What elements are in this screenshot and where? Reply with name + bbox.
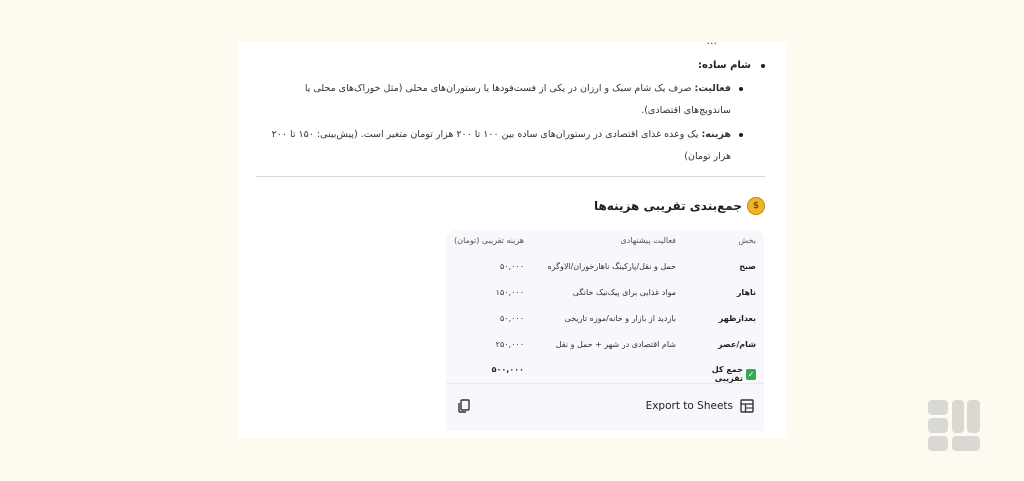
table-row <box>446 282 764 306</box>
dinner-title: شام ساده: <box>697 60 751 71</box>
row-section: صبح <box>739 262 756 271</box>
row-cost: ۲۵۰,۰۰۰ <box>495 340 524 349</box>
table-header-row <box>446 230 764 254</box>
section-divider <box>256 176 765 177</box>
truncated-text: ... <box>706 34 717 47</box>
row-activity: بازدید از بازار و خانه/موزه تاریخی <box>564 314 676 323</box>
row-activity: مواد غذایی برای پیک‌نیک خانگی <box>572 288 676 297</box>
row-activity: حمل و نقل/پارکینگ ناهارخوران/الاوگره <box>547 262 676 271</box>
header-cost: هزینه تقریبی (تومان) <box>454 236 524 245</box>
summary-heading-text: جمع‌بندی تقریبی هزینه‌ها <box>593 199 742 213</box>
row-section: ناهار <box>736 288 756 297</box>
summary-heading <box>594 197 765 215</box>
dinner-list <box>271 56 751 170</box>
check-icon: ✓ <box>747 369 755 379</box>
row-section: شام/عصر <box>718 340 756 349</box>
money-bag-icon: $ <box>747 197 765 215</box>
row-cost: ۵۰,۰۰۰ <box>499 262 524 271</box>
copy-icon[interactable] <box>456 398 472 414</box>
app-logo-icon <box>926 398 982 454</box>
activity-text: صرف یک شام سبک و ارزان در یکی از فست‌فودها یا رستوران‌های محلی (مثل خوراک‌های محلی یا ساندویچ‌های اقتصادی). <box>304 83 731 116</box>
table-footer <box>446 383 764 431</box>
row-cost: ۱۵۰,۰۰۰ <box>495 288 524 297</box>
dinner-activity <box>271 78 731 122</box>
header-section: بخش <box>738 236 756 245</box>
sheets-icon <box>740 399 754 413</box>
cost-label: هزینه: <box>701 129 731 140</box>
export-label: Export to Sheets <box>645 400 733 412</box>
table-total-row <box>446 359 764 383</box>
row-activity: شام اقتصادی در شهر + حمل و نقل <box>555 340 676 349</box>
response-card <box>238 34 787 438</box>
row-cost: ۵۰,۰۰۰ <box>499 314 524 323</box>
cost-text: یک وعده غذای اقتصادی در رستوران‌های ساده بین ۱۰۰ تا ۲۰۰ هزار تومان متغیر است. (پیش‌بینی: ۱۵۰ تا ۲۰۰ هزار تومان) <box>271 129 731 162</box>
activity-label: فعالیت: <box>694 83 731 94</box>
header-activity: فعالیت پیشنهادی <box>620 236 676 245</box>
dinner-cost <box>271 124 731 168</box>
dinner-item <box>271 56 751 168</box>
export-to-sheets-button[interactable] <box>646 396 754 416</box>
table-row <box>446 256 764 280</box>
table-row <box>446 308 764 332</box>
table-row <box>446 334 764 358</box>
dinner-sub-list <box>271 78 751 168</box>
total-label: جمع کل تقریبی <box>711 365 743 383</box>
cost-table <box>446 230 764 430</box>
total-cell <box>686 365 756 383</box>
row-section: بعدازظهر <box>718 314 756 323</box>
total-value: ۵۰۰,۰۰۰ <box>491 365 524 374</box>
